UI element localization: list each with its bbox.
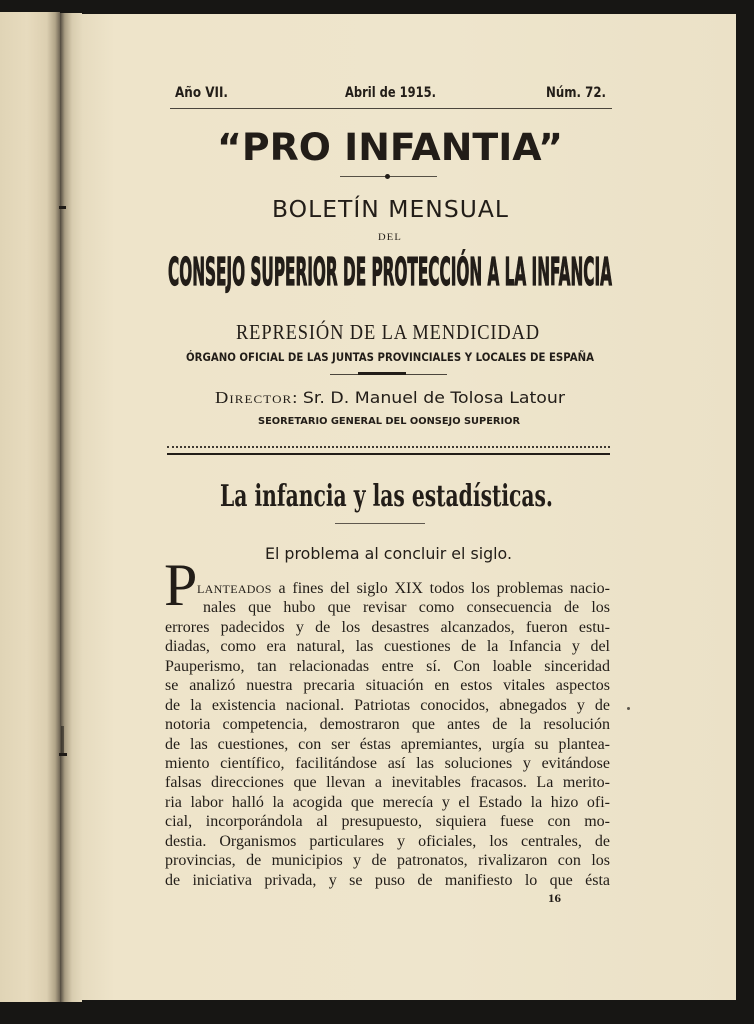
body-line-rest: a fines del siglo XIX todos los problemas nacio- xyxy=(278,580,610,597)
title-ornament-dot xyxy=(385,174,390,179)
binding-mark xyxy=(59,206,66,209)
official-organ-line xyxy=(186,350,594,364)
body-line xyxy=(165,715,610,734)
body-line-text: ria labor halló la acogida que merecía y el Estado la hizo ofi- xyxy=(165,793,610,811)
binding-mark xyxy=(61,726,64,756)
director-line-text xyxy=(215,387,565,410)
double-rule-solid xyxy=(167,453,610,455)
body-line-text: miento científico, facilitándose así las soluciones y evitándose xyxy=(165,754,610,772)
body-line xyxy=(165,871,610,890)
issue-number-text: Núm. 72. xyxy=(546,85,606,101)
volume-year xyxy=(175,84,228,102)
article-subtitle-text: El problema al concluir el siglo. xyxy=(265,544,512,563)
article-subtitle xyxy=(265,544,512,564)
page-number-text: 16 xyxy=(548,891,561,905)
drop-cap: P xyxy=(164,552,198,618)
body-line xyxy=(165,832,610,851)
body-line-text: destia. Organismos particulares y oficiales, los centrales, de xyxy=(165,832,610,850)
body-line xyxy=(165,657,610,676)
header-rule xyxy=(170,108,612,109)
body-line xyxy=(165,754,610,773)
official-organ-text: ÓRGANO OFICIAL DE LAS JUNTAS PROVINCIALES Y LOCALES DE ESPAÑA xyxy=(186,350,594,364)
body-line-text: diadas, como era natural, las cuestiones de la Infancia y del xyxy=(165,638,610,656)
body-line-text: errores padecidos y de los desastres alcanzados, fueron estu- xyxy=(165,618,610,636)
body-line-text: de la existencia nacional. Patriotas conocidos, abnegados y de xyxy=(165,696,610,714)
director-line xyxy=(215,387,565,409)
binding-mark xyxy=(59,753,67,756)
body-line xyxy=(197,579,610,598)
issue-date xyxy=(345,84,436,102)
body-line-text: Pauperismo, tan relacionadas entre sí. Con loable sinceridad xyxy=(165,657,610,675)
body-line xyxy=(165,812,610,831)
connector-del xyxy=(378,232,402,243)
body-line-text xyxy=(197,579,610,599)
body-line xyxy=(165,793,610,812)
body-line-text: se analizó nuestra precaria situación en estos vitales aspectos xyxy=(165,677,610,695)
body-line-text: de las cuestiones, con ser éstas apremiantes, urgía su plantea- xyxy=(165,735,610,753)
body-line xyxy=(165,696,610,715)
ornament-rule-bar xyxy=(358,372,406,375)
body-line-text: falsas direcciones que llevan a inevitables fracasos. La merito- xyxy=(165,774,610,792)
body-line xyxy=(165,637,610,656)
connector-del-text: DEL xyxy=(378,232,402,242)
issue-date-text: Abril de 1915. xyxy=(345,85,436,101)
page-number xyxy=(548,890,561,906)
body-line xyxy=(203,598,610,617)
body-line-text: provincias, de municipios y de patronatos, rivalizaron con los xyxy=(165,852,610,870)
body-line-text: nales que hubo que revisar como consecuencia de los xyxy=(203,599,610,617)
body-line xyxy=(165,676,610,695)
body-line xyxy=(165,618,610,637)
article-title-rule xyxy=(335,523,425,524)
bulletin-subtitle xyxy=(272,197,509,223)
left-page-edge xyxy=(0,12,60,1002)
spine-gutter xyxy=(60,13,82,1002)
director-role xyxy=(258,415,520,428)
section-title-text: REPRESIÓN DE LA MENDICIDAD xyxy=(236,320,540,344)
article-body xyxy=(165,579,610,890)
body-line xyxy=(165,735,610,754)
journal-title-text: “PRO INFANTIA” xyxy=(217,126,563,169)
director-role-text: SEORETARIO GENERAL DEL OONSEJO SUPERIOR xyxy=(258,416,520,427)
lead-word: LANTEADOS xyxy=(197,582,272,596)
article-title xyxy=(220,477,553,517)
council-name-text: CONSEJO SUPERIOR DE PROTECCIÓN A LA INFANCIA xyxy=(168,250,612,294)
council-name xyxy=(168,250,612,294)
double-rule-dotted xyxy=(167,446,610,448)
body-line-text: de iniciativa privada, y se puso de manifiesto lo que ésta xyxy=(165,871,610,889)
bulletin-subtitle-text: BOLETÍN MENSUAL xyxy=(272,197,509,223)
body-line-text: notoria competencia, demostraron que antes de la resolución xyxy=(165,716,610,734)
volume-year-text: Año VII. xyxy=(175,85,228,101)
body-line-text: cial, incorporándola al presupuesto, siquiera fuese con mo- xyxy=(165,813,610,831)
body-line xyxy=(165,773,610,792)
article-title-text: La infancia y las estadísticas. xyxy=(220,479,553,514)
director-name: Sr. D. Manuel de Tolosa Latour xyxy=(302,388,565,407)
journal-title xyxy=(217,128,563,168)
section-title xyxy=(236,320,540,344)
director-label: Director: xyxy=(215,388,299,407)
issue-number xyxy=(546,84,606,102)
ink-speck xyxy=(627,707,630,710)
body-line xyxy=(165,851,610,870)
